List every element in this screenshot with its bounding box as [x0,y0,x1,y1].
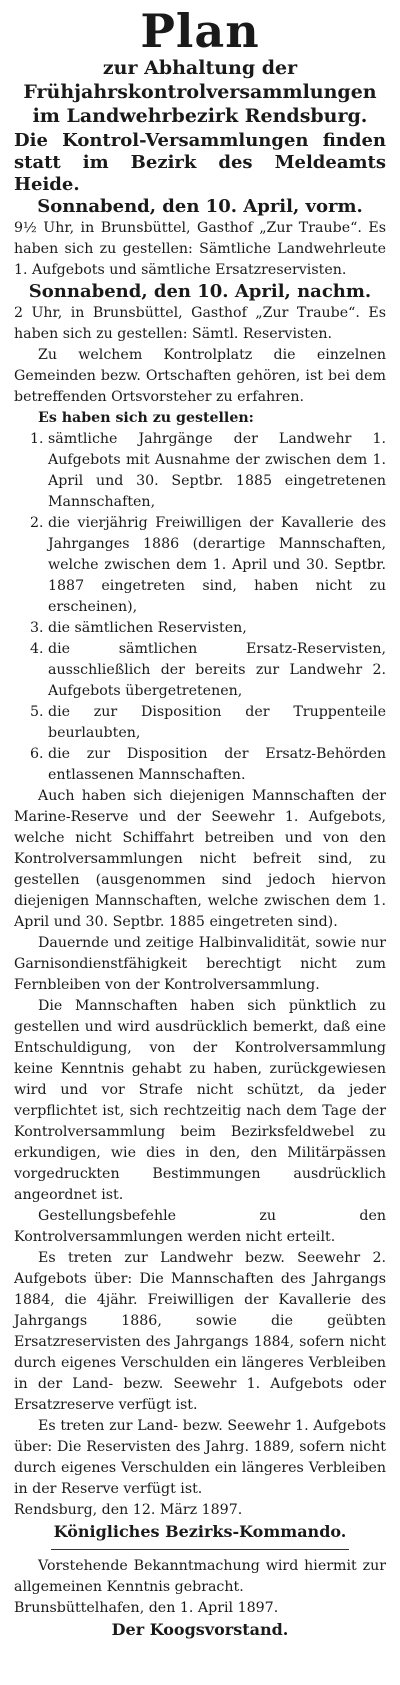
intro-text: Die Kontrol-Versammlungen finden statt im Bezirk des Meldeamts Heide. [14,130,386,195]
list-item [14,429,386,513]
list-item-number: 3. [30,620,44,636]
list-item-text: die sämtlichen Ersatz-Reservisten, ausschließlich der bereits zur Landwehr 2. Aufgebots übergetretenen, [48,641,386,699]
list-item [14,639,386,702]
list-item [14,744,386,786]
kontrolplatz-paragraph: Zu welchem Kontrolplatz die einzelnen Gemeinden bezw. Ortschaften gehören, ist bei dem betreffenden Ortsvorsteher zu erfahren. [14,347,386,405]
signature-koogsvorstand: Der Koogsvorstand. [111,1620,289,1639]
landwehr1-paragraph: Es treten zur Land- bezw. Seewehr 1. Aufgebots über: Die Reservisten des Jahrg. 1889, sofern nicht durch eigenes Verschulden ein längeres Verbleiben in der Reserve verfügt ist. [14,1418,386,1497]
list-item-number: 2. [30,515,44,531]
list-item-number: 5. [30,704,44,720]
bekanntmachung-paragraph: Vorstehende Bekanntmachung wird hiermit zur allgemeinen Kenntnis gebracht. [14,1558,386,1595]
signature-bezirkskommando: Königliches Bezirks-Kommando. [53,1522,347,1541]
list-item-text: sämtliche Jahrgänge der Landwehr 1. Aufgebots mit Ausnahme der zwischen dem 1. April und 30. Septbr. 1885 eingetretenen Mannschaften, [48,431,386,510]
notice-title: Plan [140,4,260,58]
session1-date: Sonnabend, den 10. April, vorm. [37,196,363,217]
list-item-number: 1. [30,431,44,447]
gestellung-list [14,429,386,786]
list-intro: Es haben sich zu gestellen: [38,410,254,426]
gestellungsbefehle-paragraph: Gestellungsbefehle zu den Kontrolversammlungen werden nicht erteilt. [14,1208,386,1245]
list-item-number: 4. [30,641,44,657]
puenktlich-paragraph: Die Mannschaften haben sich pünktlich zu gestellen und wird ausdrücklich bemerkt, daß eine Entschuldigung, von der Kontrolversammlung keine Kenntnis gehabt zu haben, zurückgewiesen wird und vor Strafe nicht schützt, da jeder verpflichtet ist, sich rechtzeitig nach dem Tage der Kontrolversammlung beim Bezirksfeldwebel zu erkundigen, wie dies in den, den Militärpässen vorgedruckten Bestimmungen ausdrücklich angeordnet ist. [14,998,386,1203]
divider [51,1549,349,1550]
marine-paragraph: Auch haben sich diejenigen Mannschaften der Marine-Reserve und der Seewehr 1. Aufgebots, welche nicht Schiffahrt betreiben und von den Kontrolversammlungen nicht befreit sind, zu gestellen (ausgenommen sind jedoch hiervon diejenigen Mannschaften, welche zwischen dem 1. April und 30. Septbr. 1885 eingetreten sind). [14,788,386,930]
list-item [14,513,386,618]
session2-date: Sonnabend, den 10. April, nachm. [28,281,372,302]
halbinvaliditaet-paragraph: Dauernde und zeitige Halbinvalidität, sowie nur Garnisondienstfähigkeit berechtigt nicht zum Fernbleiben von der Kontrolversammlung. [14,935,386,993]
notice-subtitle: zur Abhaltung der Frühjahrskontrolversammlungen im Landwehrbezirk Rendsburg. [23,57,377,127]
landwehr2-paragraph: Es treten zur Landwehr bezw. Seewehr 2. Aufgebots über: Die Mannschaften des Jahrgangs 1884, die 4jähr. Freiwilligen der Kavallerie des Jahrgangs 1886, sowie die geübten Ersatzreservisten des Jahrgangs 1884, sofern nicht durch eigenes Verschulden ein längeres Verbleiben in der Land- bezw. Seewehr 1. Aufgebots oder Ersatzreserve verfügt ist. [14,1250,386,1413]
session2-text: 2 Uhr, in Brunsbüttel, Gasthof „Zur Traube“. Es haben sich zu gestellen: Sämtl. Reservisten. [14,305,386,342]
list-item-text: die zur Disposition der Truppenteile beurlaubten, [48,704,386,741]
list-item-number: 6. [30,746,44,762]
list-item-text: die vierjährig Freiwilligen der Kavallerie des Jahrganges 1886 (derartige Mannschaften, welche zwischen dem 1. April und 30. Septbr. 1887 eingetreten sind, haben nicht zu erscheinen), [48,515,386,615]
dateline-brunsbuettelhafen: Brunsbüttelhafen, den 1. April 1897. [14,1600,279,1616]
session1-text: 9½ Uhr, in Brunsbüttel, Gasthof „Zur Traube“. Es haben sich zu gestellen: Sämtliche Landwehrleute 1. Aufgebots und sämtliche Ersatzreservisten. [14,220,386,278]
list-item [14,702,386,744]
list-item-text: die sämtlichen Reservisten, [48,620,247,636]
dateline-rendsburg: Rendsburg, den 12. März 1897. [14,1502,243,1518]
list-item [14,618,386,639]
list-item-text: die zur Disposition der Ersatz-Behörden entlassenen Mannschaften. [48,746,386,783]
